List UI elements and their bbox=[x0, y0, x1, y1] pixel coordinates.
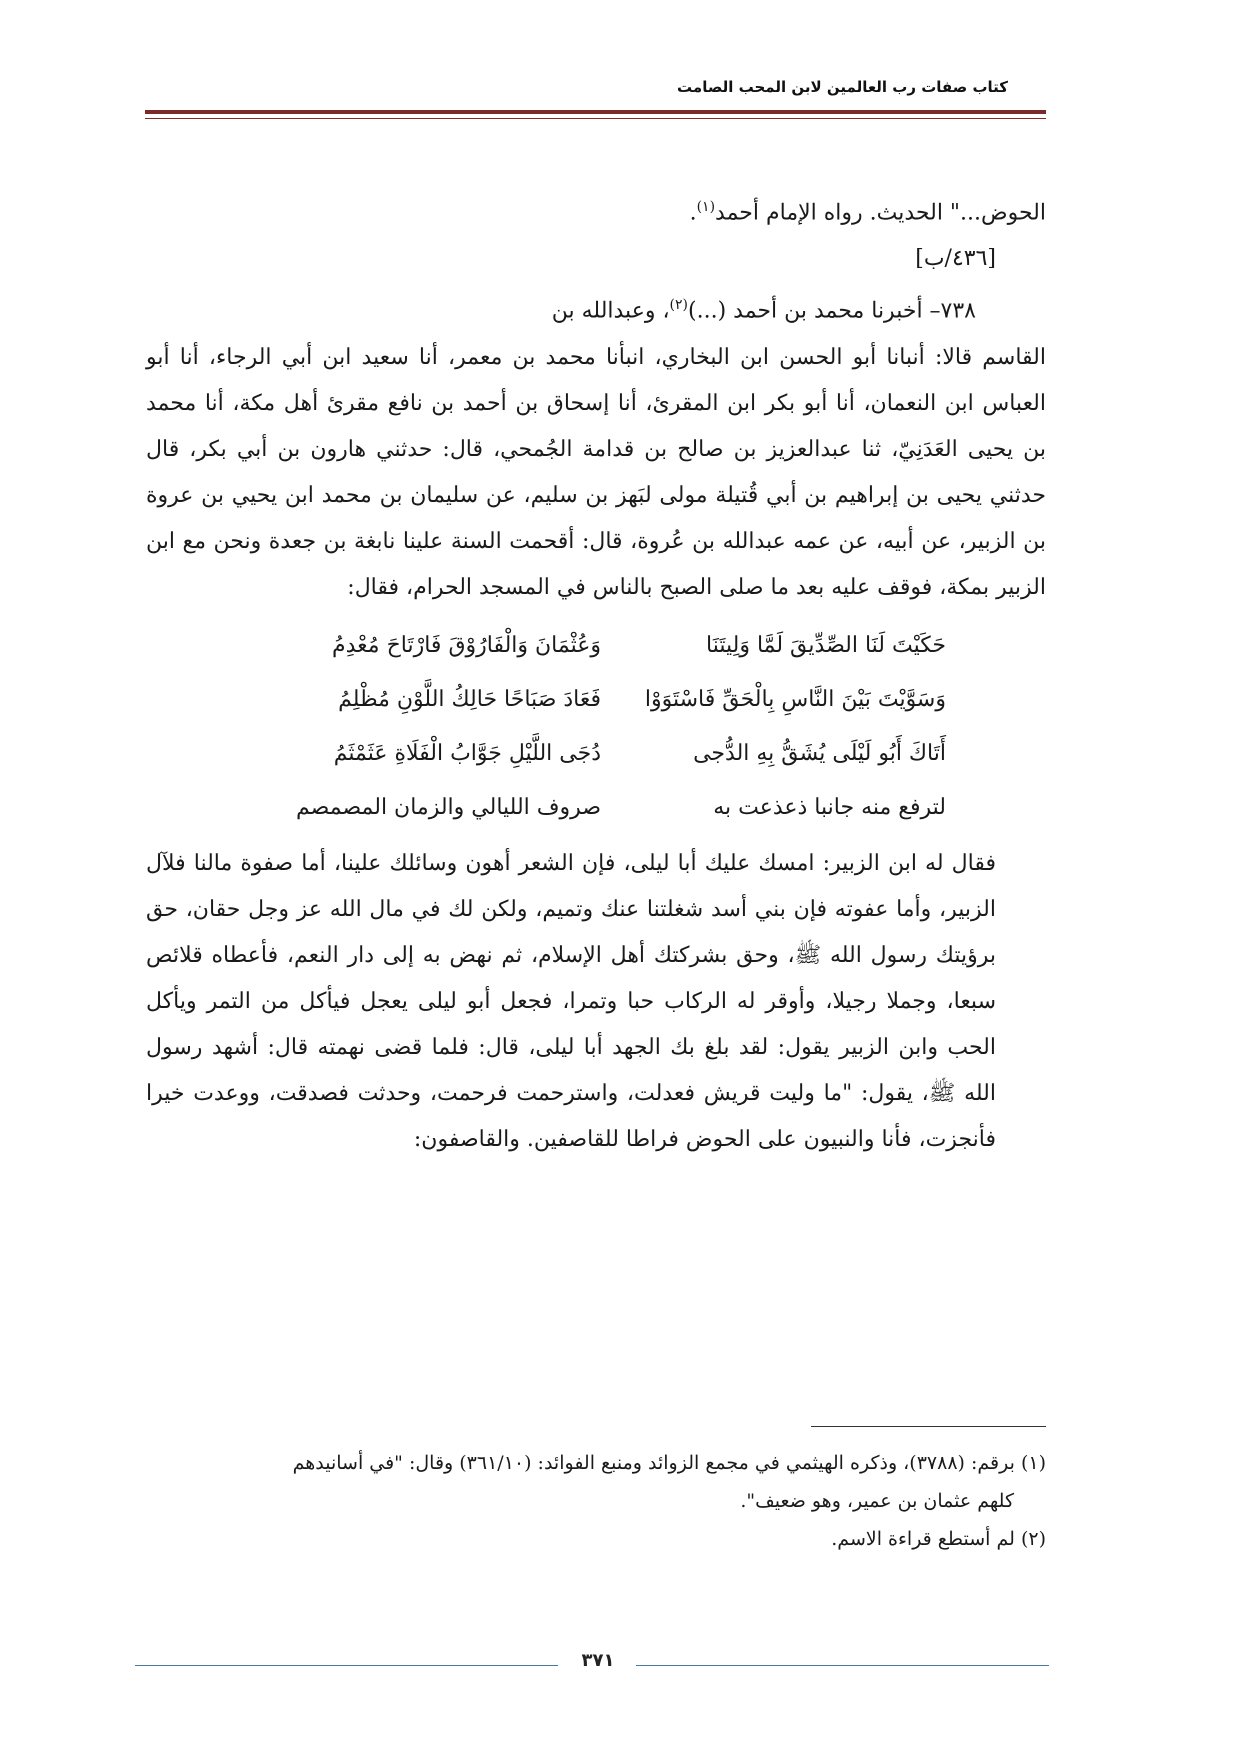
hadith-opening-end: ، وعبدالله بن bbox=[551, 298, 670, 324]
header-rule bbox=[145, 110, 1046, 114]
poem-verse bbox=[146, 673, 1046, 727]
verse-second-half: دُجَى اللَّيْلِ جَوَّابُ الْفَلَاةِ عَثَمْثَمُ bbox=[333, 740, 601, 766]
running-header: كتاب صفات رب العالمين لابن المحب الصامت bbox=[677, 78, 1008, 96]
footnotes bbox=[146, 1444, 1046, 1558]
verse-second-half: فَعَادَ صَبَاحًا حَالِكُ اللَّوْنِ مُظْلِمُ bbox=[338, 686, 601, 712]
poem-verse bbox=[146, 619, 1046, 673]
footnote-1-continued: كلهم عثمان بن عمير، وهو ضعيف". bbox=[740, 1490, 1014, 1512]
verse-first-half: أَتَاكَ أَبُو لَيْلَى يُشَقُّ بِهِ الدُّجى bbox=[693, 740, 946, 766]
footnote-2: (٢) لم أستطع قراءة الاسم. bbox=[831, 1528, 1046, 1550]
folio-marker: [٤٣٦/ب] bbox=[915, 246, 996, 272]
opening-end: . bbox=[689, 200, 697, 226]
footnote-separator bbox=[811, 1426, 1046, 1427]
header-rule-thin bbox=[145, 118, 1046, 119]
verse-first-half: وَسَوَّيْتَ بَيْنَ النَّاسِ بِالْحَقِّ فَاسْتَوَوْا bbox=[644, 686, 946, 712]
footer-rule-left bbox=[135, 1665, 558, 1666]
poem-verse bbox=[146, 781, 1046, 835]
footnote-ref-1[interactable]: (١) bbox=[696, 199, 716, 215]
verse-second-half: صروف الليالي والزمان المصمصم bbox=[296, 794, 601, 820]
opening-line bbox=[146, 184, 1046, 236]
verse-second-half: وَعُثْمَانَ وَالْفَارُوْقَ فَارْتَاحَ مُعْدِمُ bbox=[332, 632, 601, 658]
isnad-paragraph: القاسم قالا: أنبانا أبو الحسن ابن البخاري، انبأنا محمد بن معمر، أنا سعيد ابن أبي الرجاء، أنا أبو العباس ابن النعمان، أنا أبو بكر ابن المقرئ، أنا إسحاق بن أحمد بن نافع مقرئ أهل مكة، أنا محمد بن يحيى العَدَنِيّ، ثنا عبدالعزيز بن صالح بن قدامة الجُمحي، قال: حدثني هارون بن أبي بكر، قال حدثني يحيى بن إبراهيم بن أبي قُتيلة مولى لبَهز بن سليم، عن سليمان بن محمد ابن يحيي بن عروة بن الزبير، عن أبيه، عن عمه عبدالله بن عُروة، قال: أقحمت السنة علينا نابغة بن جعدة ونحن مع ابن الزبير بمكة، فوقف عليه بعد ما صلى الصبح بالناس في المسجد الحرام، فقال: bbox=[146, 344, 1046, 600]
verse-first-half: حَكَيْتَ لَنَا الصِّدِّيقَ لَمَّا وَلِيتَنَا bbox=[706, 632, 946, 658]
footnote-ref-2[interactable]: (٢) bbox=[669, 297, 689, 314]
footer-rule-right bbox=[636, 1665, 1049, 1666]
page-number: ٣٧١ bbox=[581, 1650, 615, 1671]
hadith-number-text: ٧٣٨– أخبرنا محمد بن أحمد (...) bbox=[688, 298, 976, 324]
footnote-1: (١) برقم: (٣٧٨٨)، وذكره الهيثمي في مجمع الزوائد ومنبع الفوائد: (٣٦١/١٠) وقال: "في أسانيدهم bbox=[292, 1452, 1046, 1474]
poem-verse bbox=[146, 727, 1046, 781]
narrative-paragraph: فقال له ابن الزبير: امسك عليك أبا ليلى، فإن الشعر أهون وسائلك علينا، أما صفوة مالنا فلآل الزبير، وأما عفوته فإن بني أسد شغلتنا عنك وتميم، ولكن لك في مال الله عز وجل حقان، حق برؤيتك رسول الله ﷺ، وحق بشركتك أهل الإسلام، ثم نهض به إلى دار النعم، فأعطاه قلائص سبعا، وجملا رجيلا، وأوقر له الركاب حبا وتمرا، فجعل أبو ليلى يعجل فيأكل من التمر ويأكل الحب وابن الزبير يقول: لقد بلغ بك الجهد أبا ليلى، قال: فلما قضى نهمته قال: أشهد رسول الله ﷺ، يقول: "ما وليت قريش فعدلت، واسترحمت فرحمت، وحدثت فصدقت، ووعدت خيرا فأنجزت، فأنا والنبيون على الحوض فراطا للقاصفين. والقاصفون: bbox=[146, 850, 996, 1152]
verse-first-half: لترفع منه جانبا ذعذعت به bbox=[713, 794, 946, 820]
opening-text: الحوض..." الحديث. رواه الإمام أحمد bbox=[715, 200, 1046, 226]
poem bbox=[146, 619, 1046, 835]
hadith-opening bbox=[146, 282, 1046, 334]
main-text bbox=[146, 184, 1046, 1163]
